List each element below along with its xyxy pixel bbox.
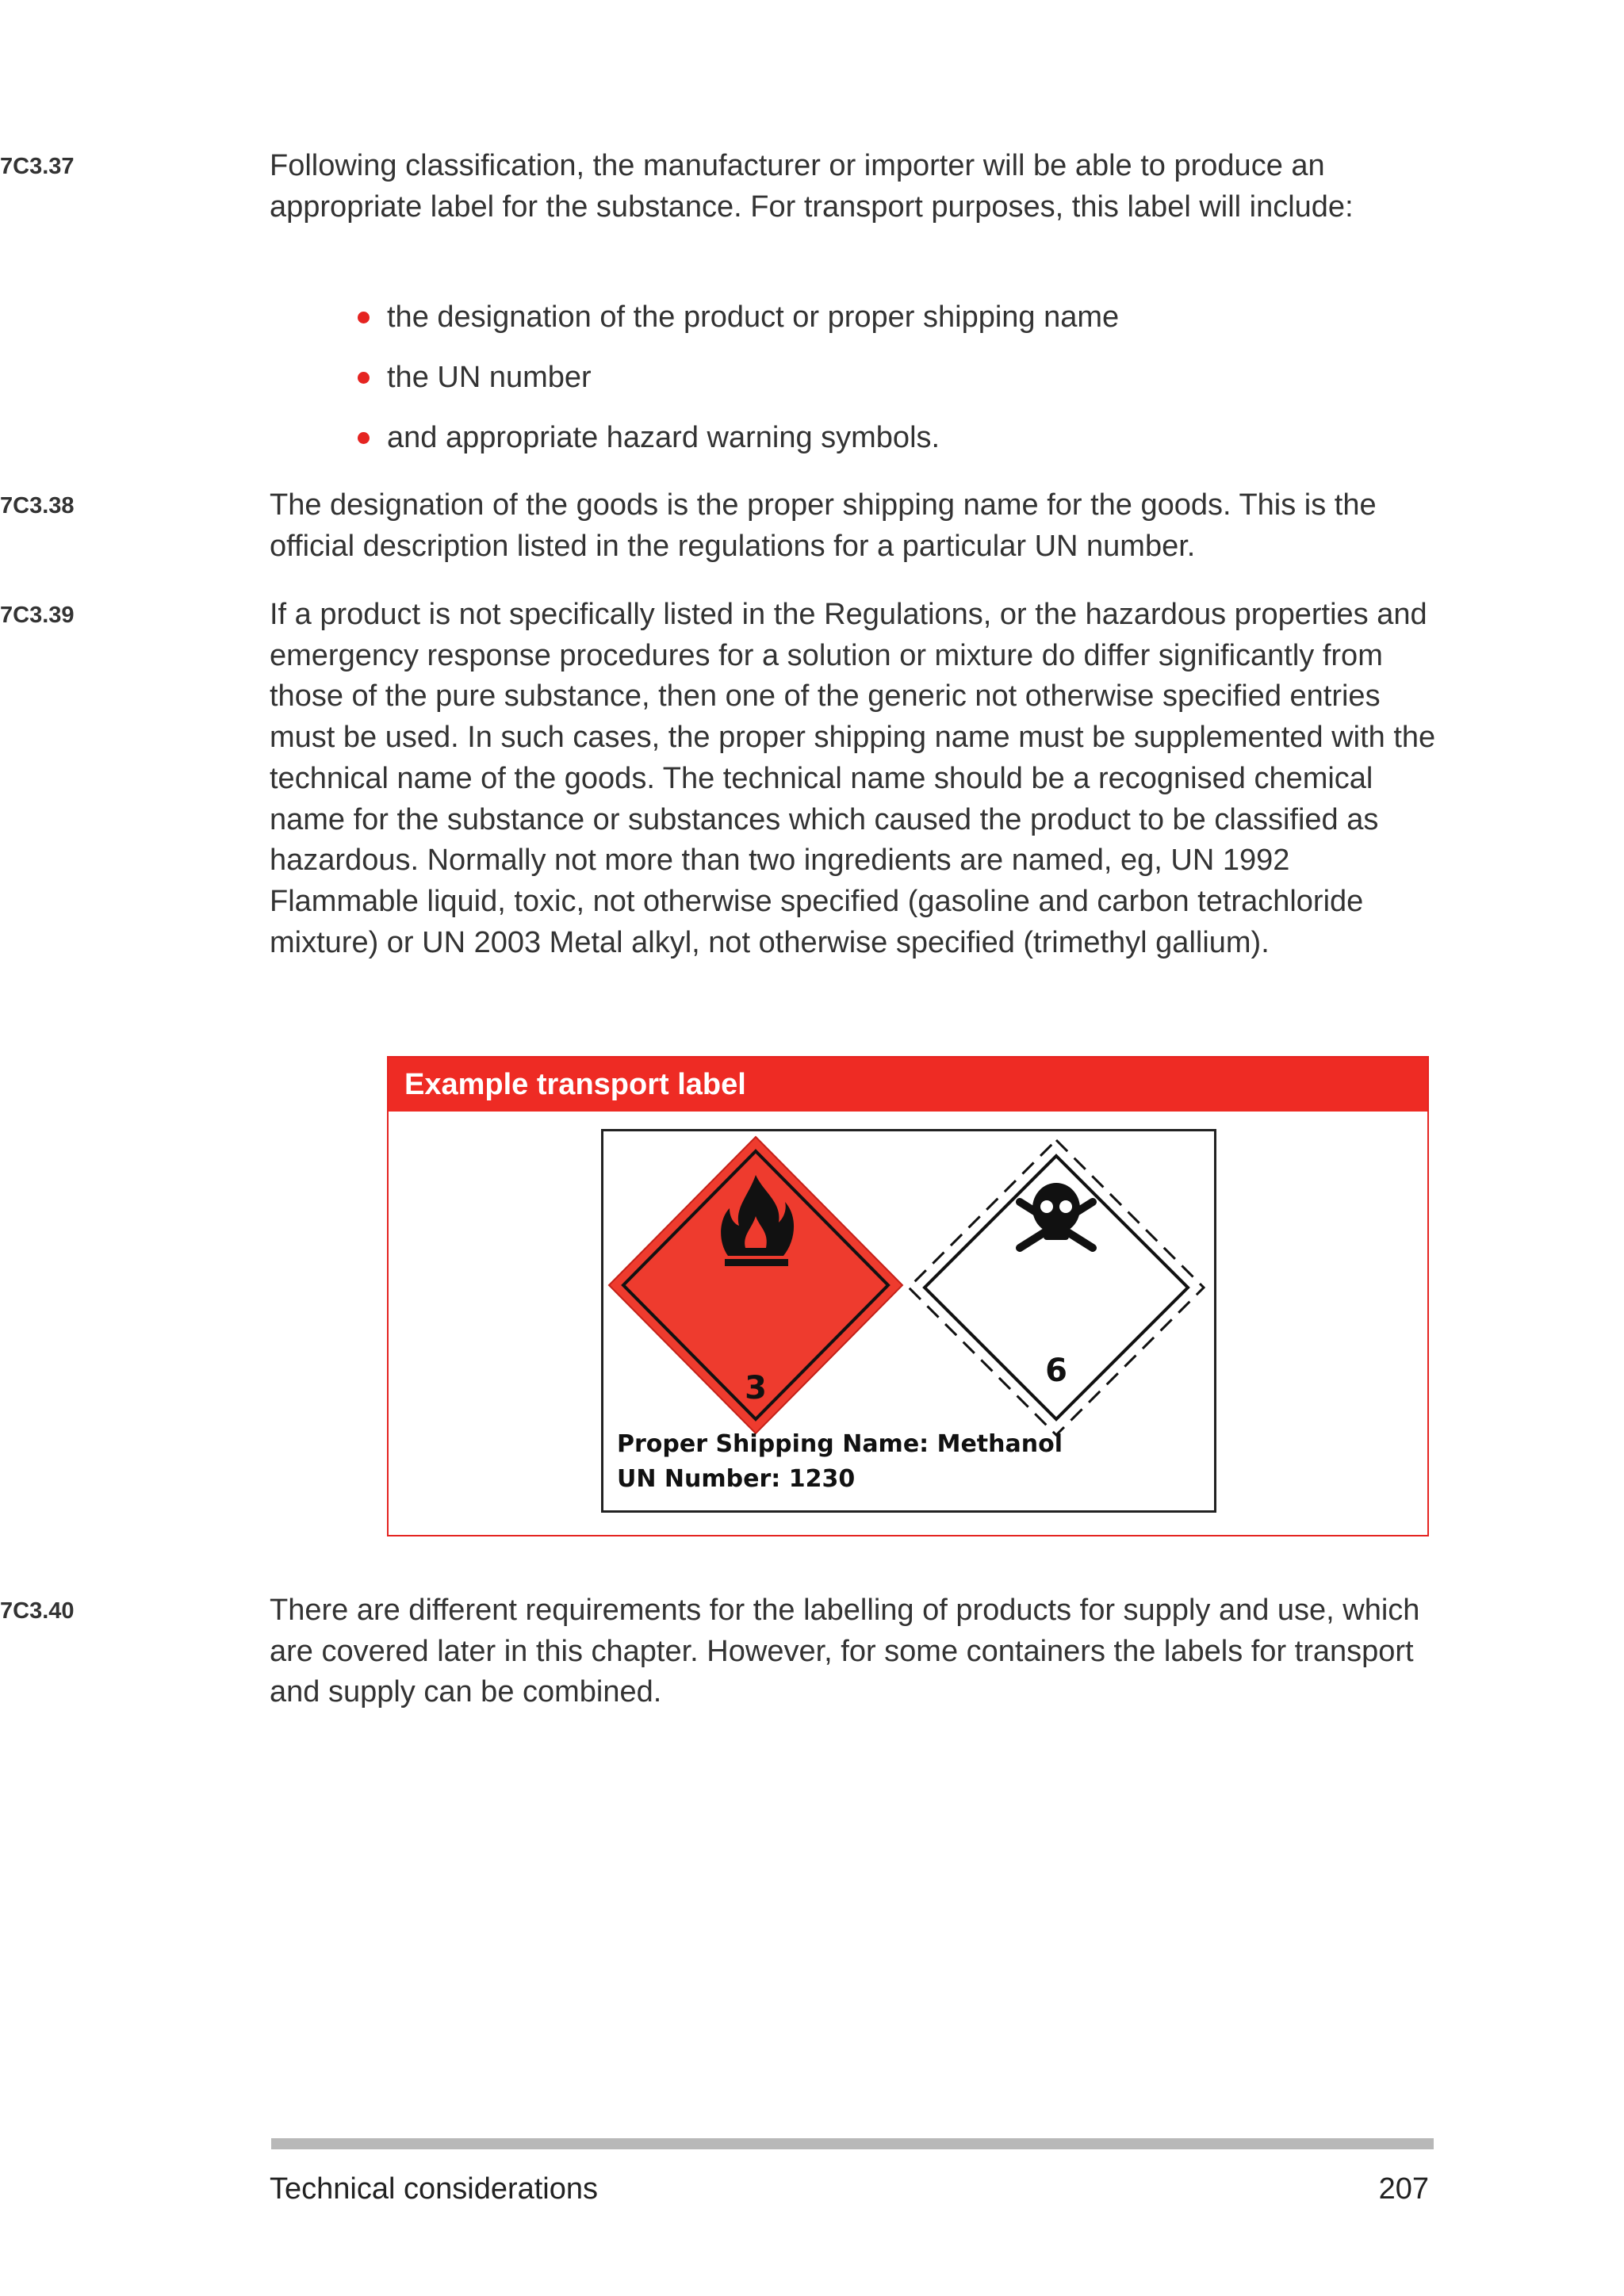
paragraph-7c3-38 (0, 485, 1443, 567)
paragraph-number: 7C3.37 (0, 154, 75, 179)
paragraph-text: There are different requirements for the labelling of products for supply and use, which are covered later in this chapter. However, for some containers the labels for transport and supply can be combined. (270, 1594, 1420, 1709)
paragraph-number: 7C3.40 (0, 1598, 75, 1624)
footer-divider (271, 2138, 1434, 2149)
list-item: and appropriate hazard warning symbols. (387, 418, 1119, 478)
list-item: the designation of the product or proper shipping name (387, 297, 1119, 358)
footer-section-title: Technical considerations (270, 2172, 599, 2206)
proper-shipping-name: Proper Shipping Name: Methanol (617, 1430, 1063, 1458)
example-transport-label-box (387, 1056, 1429, 1536)
paragraph-number: 7C3.38 (0, 493, 75, 519)
un-number: UN Number: 1230 (617, 1465, 856, 1493)
paragraph-text: The designation of the goods is the proper shipping name for the goods. This is the official description listed in the regulations for a particular UN number. (270, 488, 1377, 563)
bullet-icon (358, 312, 370, 323)
list-item: the UN number (387, 358, 1119, 418)
paragraph-7c3-39 (0, 595, 1443, 963)
example-heading: Example transport label (389, 1058, 1427, 1112)
bullet-icon (358, 372, 370, 384)
transport-label-image (601, 1129, 1216, 1513)
page-number: 207 (1378, 2172, 1429, 2206)
bullet-list (387, 297, 1119, 478)
bullet-icon (358, 432, 370, 444)
paragraph-text: Following classification, the manufacturer or importer will be able to produce an appropriate label for the substance. For transport purposes, this label will include: (270, 149, 1354, 224)
paragraph-number: 7C3.39 (0, 603, 75, 628)
paragraph-7c3-37 (0, 146, 1443, 228)
flammable-class-number: 3 (745, 1370, 767, 1406)
paragraph-text: If a product is not specifically listed in the Regulations, or the hazardous properties and emergency response procedures for a solution or mixture do differ significantly from those of the pure substance, then one of the generic not otherwise specified entries must be used. In such cases, the proper shipping name must be supplemented with the technical name of the goods. The technical name should be a recognised chemical name for the substance or substances which caused the product to be classified as hazardous. Normally not more than two ingredients are named, eg, UN 1992 Flammable liquid, toxic, not otherwise specified (gasoline and carbon tetrachloride mixture) or UN 2003 Metal alkyl, not otherwise specified (trimethyl gallium). (270, 598, 1436, 959)
toxic-class-number: 6 (1045, 1353, 1067, 1389)
paragraph-7c3-40 (0, 1590, 1443, 1713)
